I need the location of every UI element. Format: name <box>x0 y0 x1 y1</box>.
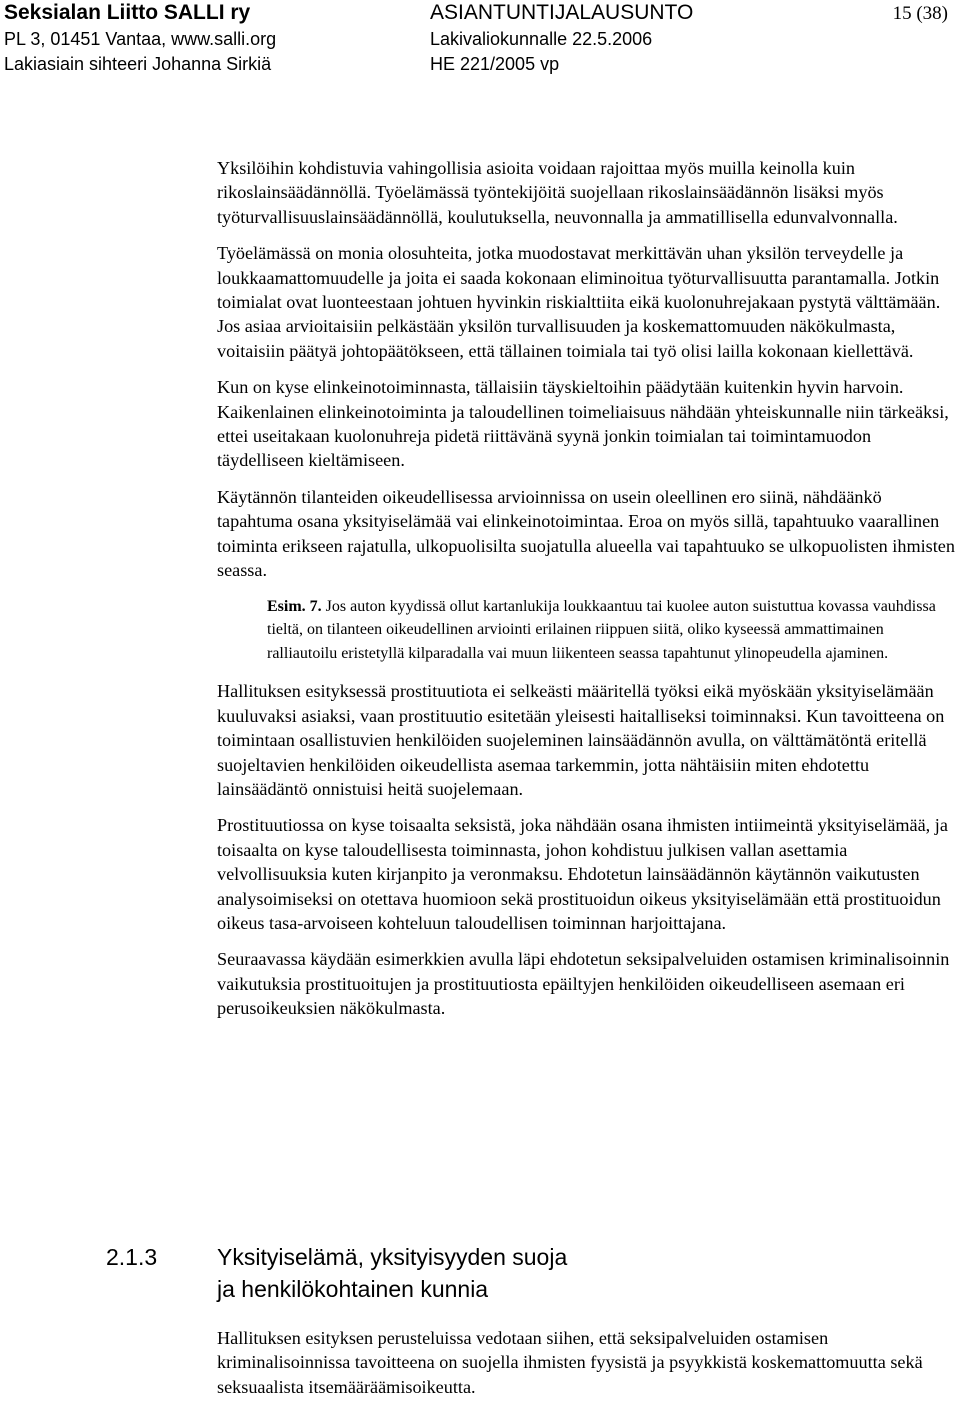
paragraph: Yksilöihin kohdistuvia vahingollisia asioita voidaan rajoittaa myös muilla keinolla kuin rikoslainsäädännöllä. Työelämässä työntekijöitä suojellaan rikoslainsäädännön lisäksi myös työturvallisuuslainsäädännöllä, koulutuksella, neuvonnalla ja ammatillisella edunvalvonnalla. <box>217 158 898 227</box>
org-contact: Lakiasiain sihteeri Johanna Sirkiä <box>4 54 272 74</box>
section-number: 2.1.3 <box>106 1244 158 1270</box>
main-body <box>217 156 957 1033</box>
paragraph: Käytännön tilanteiden oikeudellisessa arvioinnissa on usein oleellinen ero siinä, nähdäänkö tapahtuma osana yksityiselämää vai elinkeinotoimintaa. Eroa on myös sillä, tapahtuuko vaarallinen toiminta erikseen rajatulla, ulkopuolisilta suojatulla alueella vai tapahtuuko se ulkopuolisten ihmisten seassa. <box>217 486 955 581</box>
paragraph: Hallituksen esityksen perusteluissa vedotaan siihen, että seksipalveluiden ostamisen kriminalisoinnissa tavoitteena on suojella ihmisten fyysistä ja psyykkistä koskemattomuutta sekä seksuaalista itsemääräämisoikeutta. <box>217 1328 923 1397</box>
paragraph: Hallituksen esityksessä prostituutiota ei selkeästi määritellä työksi eikä myöskään yksityiselämään kuuluvaksi asiaksi, vaan prostituutio esitetään yleisesti haitalliseksi toiminnaksi. Kun tavoitteena on toimintaan osallistuvien henkilöiden suojeleminen lainsäädännön avulla, on välttämätöntä eritellä suojeltavien henkilöiden oikeudellista asemaa tarkemmin, jotta nähtäisiin miten ehdotettu lainsäädäntö onnistuisi heitä suojelemaan. <box>217 681 945 799</box>
org-address: PL 3, 01451 Vantaa, www.salli.org <box>4 29 277 49</box>
example-label: Esim. 7. <box>267 597 322 615</box>
document-reference: HE 221/2005 vp <box>430 54 560 74</box>
document-type: ASIANTUNTIJALAUSUNTO <box>430 1 694 24</box>
page-header <box>0 0 960 80</box>
section-title: Yksityiselämä, yksityisyyden suoja ja henkilökohtainen kunnia <box>217 1244 568 1302</box>
section-body <box>217 1326 957 1411</box>
example-block <box>267 595 957 666</box>
org-name: Seksialan Liitto SALLI ry <box>4 1 251 24</box>
paragraph: Kun on kyse elinkeinotoiminnasta, tällaisiin täyskieltoihin päädytään kuitenkin hyvin harvoin. Kaikenlainen elinkeinotoiminta ja taloudellinen toimeliaisuus nähdään yhteiskunnalle niin tärkeäksi, ettei useitakaan kuolonuhreja pidetä riittävänä syynä jonkin toimialan tai toimintamuodon täydelliseen kieltämiseen. <box>217 377 949 471</box>
paragraph: Työelämässä on monia olosuhteita, jotka muodostavat merkittävän uhan yksilön terveydelle ja loukkaamattomuudelle ja joita ei saada kokonaan eliminoitua työturvallisuutta parantamalla. Jotkin toimialat ovat luonteestaan johtuen hyvinkin riskialttiita eikä kuolonuhrejakaan pystytä välttämään. Jos asiaa arvioitaisiin pelkästään yksilön turvallisuuden ja koskemattomuuden näkökulmasta, voitaisiin päätyä johtopäätökseen, että tällainen toimiala tai työ olisi lailla kokonaan kiellettävä. <box>217 243 941 361</box>
paragraph: Prostituutiossa on kyse toisaalta seksistä, joka nähdään osana ihmisten intiimeintä yksityiselämää, ja toisaalta on kyse taloudellisesta toiminnasta, johon kohdistuu julkisen vallan asettamia velvollisuuksia kuten kirjanpito ja veronmaksu. Ehdotetun lainsäädännön käytännön vaikutusten analysoimiseksi on otettava huomioon sekä prostituoidun oikeus yksityiselämään että prostituoidun oikeus tasa-arvoiseen kohteluun taloudellisen toiminnan harjoittajana. <box>217 815 948 933</box>
page-number: 15 (38) <box>892 3 948 24</box>
paragraph: Seuraavassa käydään esimerkkien avulla läpi ehdotetun seksipalveluiden ostamisen kriminalisoinnin vaikutuksia prostituoitujen ja prostituutiosta epäiltyjen henkilöiden oikeudelliseen asemaan eri perusoikeuksien näkökulmasta. <box>217 949 950 1019</box>
example-text: Jos auton kyydissä ollut kartanlukija loukkaantuu tai kuolee auton suistuttua kovassa vauhdissa tieltä, on tilanteen oikeudellinen arviointi erilainen riippuen siitä, oliko kyseessä ammattimainen ralliautoilu eristetyllä kilparadalla vai muun liikenteen seassa tapahtunut ylinopeudella ajaminen. <box>267 597 936 662</box>
document-recipient: Lakivaliokunnalle 22.5.2006 <box>430 29 653 49</box>
